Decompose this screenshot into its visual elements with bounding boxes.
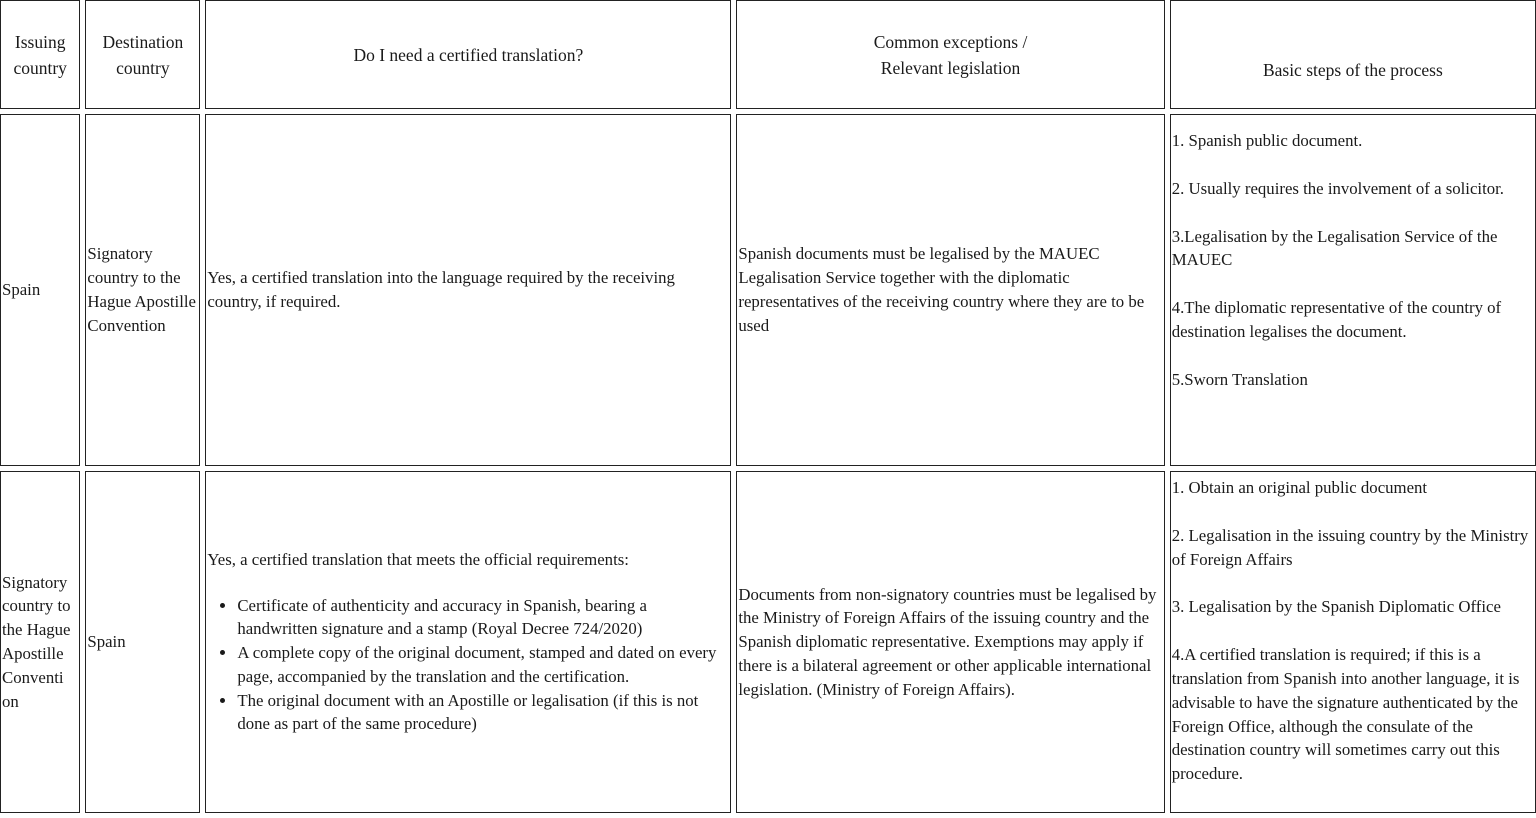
cell-exceptions: Documents from non-signatory countries must be legalised by the Ministry of Foreign Affairs of the issuing country and the Spanish diplomatic representative. Exemptions may apply if there is a bilateral agreement or other applicable international legislation. (Ministry of Foreign Affairs).: [736, 471, 1164, 813]
step-item: 4.The diplomatic representative of the country of destination legalises the document.: [1171, 298, 1502, 341]
step-item: 5.Sworn Translation: [1171, 369, 1308, 389]
header-exceptions-line1: Common exceptions /: [873, 31, 1028, 52]
step-item: 2. Usually requires the involvement of a solicitor.: [1171, 178, 1504, 198]
requirements-list: [207, 594, 728, 737]
step-item: 4.A certified translation is required; if this is a translation from Spanish into another language, it is advisable to have the signature authenticated by the Foreign Office, although the consulate of the destination country will sometimes carry out this procedure.: [1171, 645, 1520, 784]
header-exceptions: [736, 0, 1164, 109]
step-item: 3.Legalisation by the Legalisation Service of the MAUEC: [1171, 226, 1498, 270]
cell-steps: [1170, 114, 1536, 466]
cell-steps: [1170, 471, 1536, 813]
cell-destination-country: Spain: [85, 471, 200, 813]
header-need-translation: Do I need a certified translation?: [205, 0, 731, 109]
table-row: [0, 114, 1536, 466]
header-issuing-country: Issuing country: [0, 0, 80, 109]
header-steps: Basic steps of the process: [1170, 0, 1536, 109]
step-item: 1. Spanish public document.: [1171, 131, 1363, 150]
header-exceptions-line2: Relevant legislation: [880, 57, 1021, 78]
cell-issuing-country: Signatory country to the Hague Apostille Conventi on: [0, 471, 80, 813]
header-row: [0, 0, 1536, 109]
cell-destination-country: Signatory country to the Hague Apostille Convention: [85, 114, 200, 466]
step-item: 3. Legalisation by the Spanish Diplomatic Office: [1171, 597, 1501, 617]
requirement-item: • The original document with an Apostille or legalisation (if this is not done as part of the same procedure): [237, 689, 728, 737]
requirement-item: • A complete copy of the original document, stamped and dated on every page, accompanied by the translation and the certification.: [237, 641, 728, 689]
requirement-item: • Certificate of authenticity and accuracy in Spanish, bearing a handwritten signature and a stamp (Royal Decree 724/2020): [237, 594, 728, 642]
step-item: 2. Legalisation in the issuing country by the Ministry of Foreign Affairs: [1171, 525, 1529, 569]
step-item: 1. Obtain an original public document: [1171, 478, 1428, 497]
need-translation-intro: Yes, a certified translation that meets the official requirements:: [207, 549, 629, 569]
table-row: [0, 471, 1536, 813]
cell-need-translation: [205, 471, 731, 813]
cell-need-translation: Yes, a certified translation into the language required by the receiving country, if required.: [205, 114, 731, 466]
cell-exceptions: Spanish documents must be legalised by the MAUEC Legalisation Service together with the diplomatic representatives of the receiving country where they are to be used: [736, 114, 1164, 466]
header-destination-country: Destination country: [85, 0, 200, 109]
cell-issuing-country: Spain: [0, 114, 80, 466]
